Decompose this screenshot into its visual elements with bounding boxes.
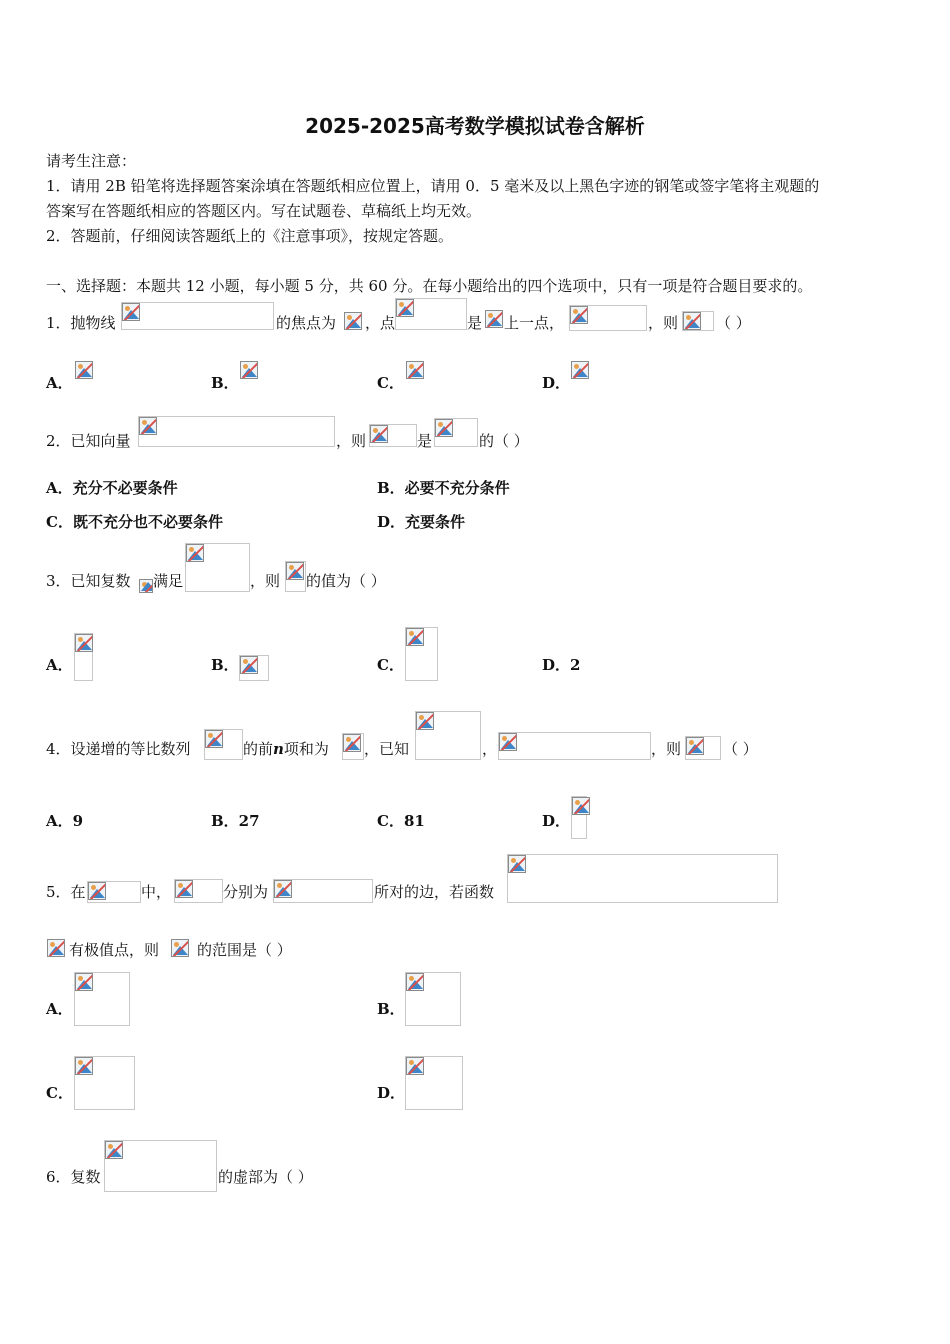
formula-image bbox=[498, 732, 651, 760]
q4-option-c: C．81 bbox=[377, 812, 425, 830]
q5-option-d: D． bbox=[377, 1084, 406, 1102]
formula-image bbox=[682, 311, 714, 331]
formula-image bbox=[405, 627, 438, 681]
formula-image bbox=[170, 938, 192, 960]
broken-image-icon bbox=[186, 544, 204, 562]
formula-image bbox=[74, 360, 90, 380]
broken-image-icon bbox=[343, 734, 361, 752]
q1-option-a: A． bbox=[46, 374, 73, 392]
broken-image-icon bbox=[175, 880, 193, 898]
q3-option-c: C． bbox=[377, 656, 404, 674]
q3-option-a: A． bbox=[46, 656, 73, 674]
formula-image bbox=[415, 711, 481, 760]
broken-image-icon bbox=[485, 310, 503, 328]
q5-text-6: 的范围是（ ） bbox=[197, 941, 292, 959]
q1-option-c: C． bbox=[377, 374, 404, 392]
formula-image bbox=[74, 972, 130, 1026]
formula-image bbox=[395, 298, 467, 330]
formula-image bbox=[104, 1140, 217, 1192]
formula-image bbox=[185, 543, 250, 592]
broken-image-icon bbox=[683, 312, 701, 330]
broken-image-icon bbox=[122, 303, 140, 321]
q5-text-3: 分别为 bbox=[223, 883, 269, 901]
formula-image bbox=[484, 309, 504, 329]
q5-text-2: 中， bbox=[141, 883, 172, 901]
broken-image-icon bbox=[406, 628, 424, 646]
notice-heading: 请考生注意： bbox=[46, 152, 137, 170]
q1-text-6: ，则 bbox=[648, 314, 679, 332]
broken-image-icon bbox=[416, 712, 434, 730]
broken-image-icon bbox=[406, 361, 424, 379]
formula-image bbox=[342, 733, 364, 760]
broken-image-icon bbox=[139, 579, 153, 593]
section-heading: 一、选择题：本题共 12 小题，每小题 5 分，共 60 分。在每小题给出的四个选项中，只有一项是符合题目要求的。 bbox=[46, 277, 813, 295]
q4-option-b: B．27 bbox=[211, 812, 260, 830]
formula-image bbox=[121, 302, 274, 330]
q3-option-d: D．2 bbox=[542, 656, 581, 674]
formula-image bbox=[369, 424, 417, 447]
broken-image-icon bbox=[205, 730, 223, 748]
q4-text-6: ，则 bbox=[651, 740, 682, 758]
q5-option-a: A． bbox=[46, 1000, 73, 1018]
broken-image-icon bbox=[105, 1141, 123, 1159]
formula-image bbox=[507, 854, 778, 903]
formula-image bbox=[204, 729, 243, 760]
broken-image-icon bbox=[571, 361, 589, 379]
q1-text-4: 是 bbox=[467, 314, 483, 332]
formula-image bbox=[239, 360, 255, 380]
broken-image-icon bbox=[75, 973, 93, 991]
formula-image bbox=[343, 311, 363, 331]
broken-image-icon bbox=[139, 417, 157, 435]
q2-text-2: ，则 bbox=[336, 432, 367, 450]
formula-image bbox=[285, 561, 306, 592]
q6-text-2: 的虚部为（ ） bbox=[218, 1168, 313, 1186]
formula-image bbox=[405, 1056, 463, 1110]
q4-text-2: 的前n项和为 bbox=[243, 740, 329, 758]
formula-image bbox=[405, 972, 461, 1026]
q5-text-1: 5．在 bbox=[46, 883, 86, 901]
q4-text-7: （ ） bbox=[723, 740, 758, 758]
formula-image bbox=[74, 633, 93, 681]
broken-image-icon bbox=[75, 361, 93, 379]
broken-image-icon bbox=[75, 1057, 93, 1075]
broken-image-icon bbox=[508, 855, 526, 873]
q1-text-7: （ ） bbox=[716, 314, 751, 332]
formula-image bbox=[685, 736, 721, 760]
broken-image-icon bbox=[435, 419, 453, 437]
q1-option-d: D． bbox=[542, 374, 571, 392]
broken-image-icon bbox=[686, 737, 704, 755]
notice-line-3: 2．答题前，仔细阅读答题纸上的《注意事项》，按规定答题。 bbox=[46, 227, 454, 245]
broken-image-icon bbox=[370, 425, 388, 443]
page-title: 2025-2025高考数学模拟试卷含解析 bbox=[305, 114, 645, 138]
formula-image bbox=[405, 360, 421, 380]
q2-text-1: 2．已知向量 bbox=[46, 432, 131, 450]
broken-image-icon bbox=[344, 312, 362, 330]
q5-text-4: 所对的边，若函数 bbox=[374, 883, 495, 901]
q5-option-b: B． bbox=[377, 1000, 405, 1018]
formula-image bbox=[571, 796, 587, 839]
q4-text-5: ， bbox=[482, 740, 498, 758]
q3-text-1: 3．已知复数 bbox=[46, 572, 131, 590]
q1-text-2: 的焦点为 bbox=[276, 314, 337, 332]
broken-image-icon bbox=[88, 882, 106, 900]
formula-image bbox=[273, 879, 373, 903]
broken-image-icon bbox=[406, 973, 424, 991]
q2-option-a: A．充分不必要条件 bbox=[46, 479, 178, 497]
broken-image-icon bbox=[171, 939, 189, 957]
q2-option-d: D．充要条件 bbox=[377, 513, 466, 531]
q1-text-1: 1．抛物线 bbox=[46, 314, 116, 332]
broken-image-icon bbox=[396, 299, 414, 317]
notice-line-2: 答案写在答题纸相应的答题区内。写在试题卷、草稿纸上均无效。 bbox=[46, 202, 482, 220]
q3-option-b: B． bbox=[211, 656, 239, 674]
q4-option-a: A．9 bbox=[46, 812, 84, 830]
broken-image-icon bbox=[499, 733, 517, 751]
q2-option-c: C．既不充分也不必要条件 bbox=[46, 513, 223, 531]
q5-text-5: 有极值点，则 bbox=[69, 941, 160, 959]
broken-image-icon bbox=[75, 634, 93, 652]
q1-text-5: 上一点， bbox=[504, 314, 565, 332]
broken-image-icon bbox=[47, 939, 65, 957]
q4-text-1: 4．设递增的等比数列 bbox=[46, 740, 191, 758]
broken-image-icon bbox=[240, 656, 258, 674]
formula-image bbox=[87, 881, 141, 903]
formula-image bbox=[174, 879, 223, 903]
broken-image-icon bbox=[240, 361, 258, 379]
formula-image bbox=[239, 655, 269, 681]
q1-text-3: ，点 bbox=[365, 314, 396, 332]
q2-text-3: 是 bbox=[417, 432, 433, 450]
formula-image bbox=[569, 305, 647, 331]
broken-image-icon bbox=[274, 880, 292, 898]
formula-image bbox=[74, 1056, 135, 1110]
formula-image bbox=[138, 578, 152, 592]
broken-image-icon bbox=[570, 306, 588, 324]
q6-text-1: 6．复数 bbox=[46, 1168, 101, 1186]
formula-image bbox=[434, 418, 478, 447]
q4-option-d: D． bbox=[542, 812, 571, 830]
formula-image bbox=[46, 938, 68, 960]
formula-image bbox=[570, 360, 584, 380]
q2-option-b: B．必要不充分条件 bbox=[377, 479, 510, 497]
q5-option-c: C． bbox=[46, 1084, 73, 1102]
broken-image-icon bbox=[406, 1057, 424, 1075]
formula-image bbox=[138, 416, 335, 447]
q3-text-4: 的值为（ ） bbox=[306, 572, 386, 590]
q3-text-3: ，则 bbox=[250, 572, 281, 590]
notice-line-1: 1．请用 2B 铅笔将选择题答案涂填在答题纸相应位置上，请用 0．5 毫米及以上黑色字迹的钢笔或签字笔将主观题的 bbox=[46, 177, 820, 195]
q4-text-4: ，已知 bbox=[364, 740, 410, 758]
broken-image-icon bbox=[572, 797, 590, 815]
q2-text-4: 的（ ） bbox=[479, 432, 529, 450]
broken-image-icon bbox=[286, 562, 304, 580]
q1-option-b: B． bbox=[211, 374, 239, 392]
q3-text-2: 满足 bbox=[153, 572, 184, 590]
